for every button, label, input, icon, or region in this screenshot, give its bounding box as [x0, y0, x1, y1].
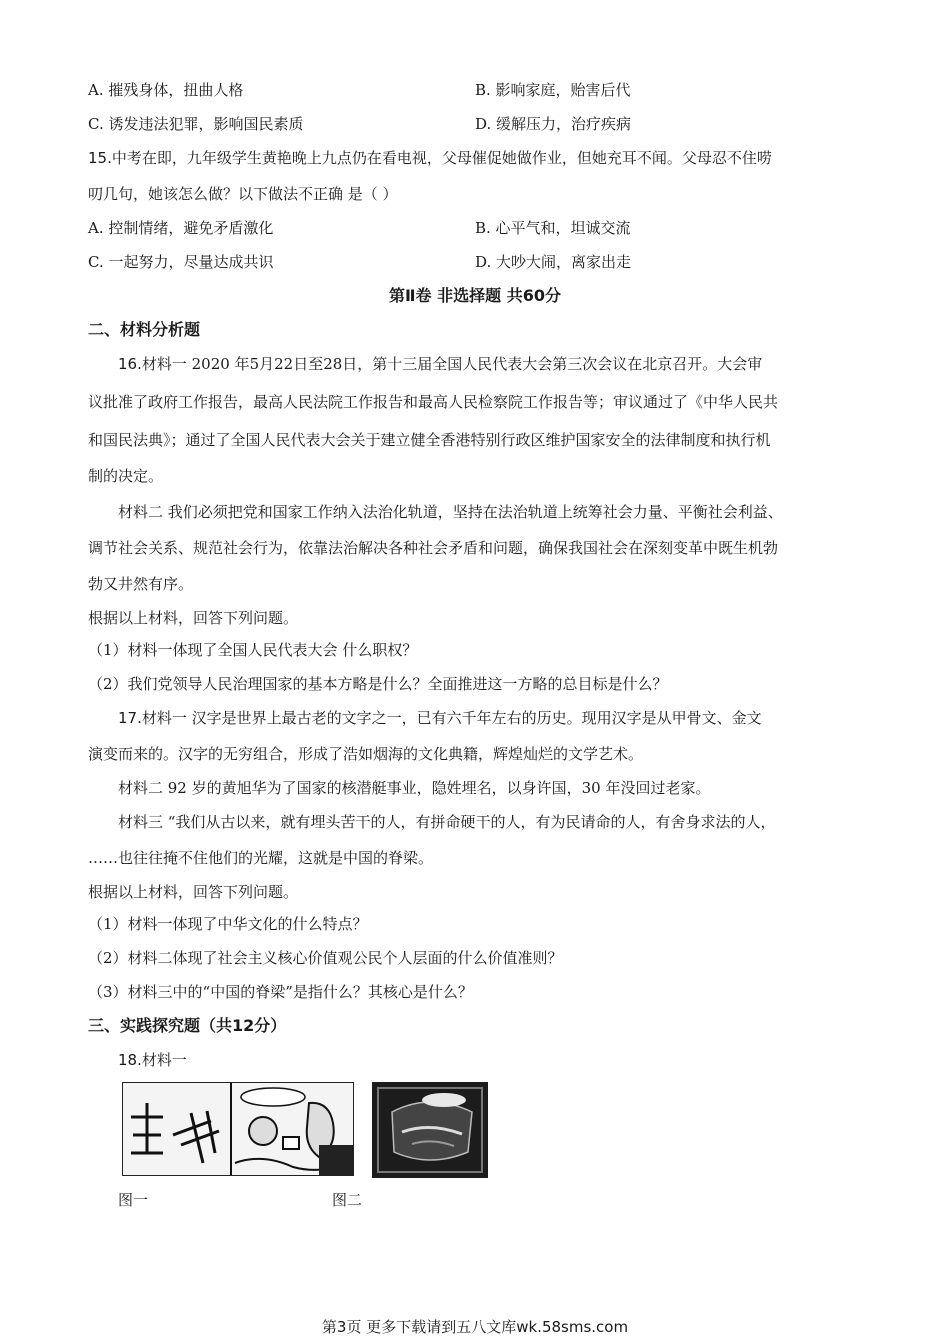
section-3-title: 三、实践探究题（共12分） — [88, 1016, 287, 1035]
q16-material-2-line-1: 材料二 我们必须把党和国家工作纳入法治化轨道，坚持在法治轨道上统筹社会力量、平衡社会利益、 — [118, 503, 783, 521]
q14-option-d: D. 缓解压力，治疗疾病 — [475, 115, 632, 133]
material-text: 材料一 2020 年5月22日至28日，第十三届全国人民代表大会第三次会议在北京召开。大会审 — [141, 355, 763, 373]
q16-material-1-line-2: 议批准了政府工作报告，最高人民法院工作报告和最高人民检察院工作报告等；审议通过了《中华人民共 — [88, 393, 779, 411]
q17-material-3-line-2: ……也往往掩不住他们的光耀，这就是中国的脊梁。 — [88, 849, 434, 867]
question-number: 16. — [118, 355, 142, 373]
q14-option-b: B. 影响家庭，贻害后代 — [475, 81, 631, 99]
q16-material-2-line-2: 调节社会关系、规范社会行为，依靠法治解决各种社会矛盾和问题，确保我国社会在深刻变革中既生机勃 — [88, 539, 779, 557]
question-17-material-1 — [118, 708, 762, 728]
q17-sub-question-1: （1）材料一体现了中华文化的什么特点？ — [88, 915, 368, 933]
q15-option-b: B. 心平气和，坦诚交流 — [475, 219, 631, 237]
cartoon-illustration — [123, 1083, 353, 1175]
figure-1-cartoon — [122, 1082, 354, 1176]
q17-prompt: 根据以上材料，回答下列问题。 — [88, 883, 299, 901]
q16-material-1-line-3: 和国民法典》；通过了全国人民代表大会关于建立健全香港特别行政区维护国家安全的法律制度和执行机 — [88, 431, 771, 449]
figure-1-caption: 图一 — [118, 1191, 149, 1209]
section-2-title: 二、材料分析题 — [88, 320, 201, 339]
q17-sub-question-2: （2）材料二体现了社会主义核心价值观公民个人层面的什么价值准则？ — [88, 949, 563, 967]
q17-material-3-line-1: 材料三 “我们从古以来，就有埋头苦干的人，有拼命硬干的人，有为民请命的人，有舍身求法的人， — [118, 813, 776, 831]
question-16-material-1 — [118, 354, 762, 374]
q14-option-c: C. 诱发违法犯罪，影响国民素质 — [88, 115, 304, 133]
q17-material-2: 材料二 92 岁的黄旭华为了国家的核潜艇事业，隐姓埋名，以身许国，30 年没回过老家。 — [118, 779, 711, 797]
question-15-stem — [88, 148, 772, 168]
q16-prompt: 根据以上材料，回答下列问题。 — [88, 609, 299, 627]
material-label: 材料一 — [141, 1051, 187, 1069]
question-number: 18. — [118, 1051, 142, 1069]
q16-material-1-line-4: 制的决定。 — [88, 467, 164, 485]
q16-material-2-line-3: 勃又井然有序。 — [88, 575, 194, 593]
part-2-heading: 第Ⅱ卷 非选择题 共60分 — [389, 286, 561, 305]
question-18-material-1 — [118, 1050, 187, 1070]
page-footer: 第3页 更多下载请到五八文库wk.58sms.com — [321, 1318, 629, 1336]
figure-2-caption: 图二 — [332, 1191, 363, 1209]
stem-text: 中考在即，九年级学生黄艳晚上九点仍在看电视，父母催促她做作业，但她充耳不闻。父母忍不住唠 — [111, 149, 772, 167]
material-text: 材料一 汉字是世界上最古老的文字之一，已有六千年左右的历史。现用汉字是从甲骨文、金文 — [141, 709, 762, 727]
q15-option-c: C. 一起努力，尽量达成共识 — [88, 253, 274, 271]
q17-sub-question-3: （3）材料三中的“中国的脊梁”是指什么？其核心是什么？ — [88, 983, 473, 1001]
q16-sub-question-1: （1）材料一体现了全国人民代表大会 什么职权？ — [88, 641, 418, 659]
q15-option-a: A. 控制情绪，避免矛盾激化 — [88, 219, 274, 237]
q16-sub-question-2: （2）我们党领导人民治理国家的基本方略是什么？全面推进这一方略的总目标是什么？ — [88, 675, 668, 693]
q14-option-a: A. 摧残身体，扭曲人格 — [88, 81, 244, 99]
question-number: 15. — [88, 149, 112, 167]
q15-option-d: D. 大吵大闹，离家出走 — [475, 253, 632, 271]
figure-2-image — [372, 1082, 488, 1178]
question-number: 17. — [118, 709, 142, 727]
q17-material-1-line-2: 演变而来的。汉字的无穷组合，形成了浩如烟海的文化典籍，辉煌灿烂的文学艺术。 — [88, 745, 644, 763]
question-15-stem-cont: 叨几句，她该怎么做？以下做法不正确 是（ ） — [88, 185, 398, 203]
photo-illustration — [372, 1082, 488, 1178]
